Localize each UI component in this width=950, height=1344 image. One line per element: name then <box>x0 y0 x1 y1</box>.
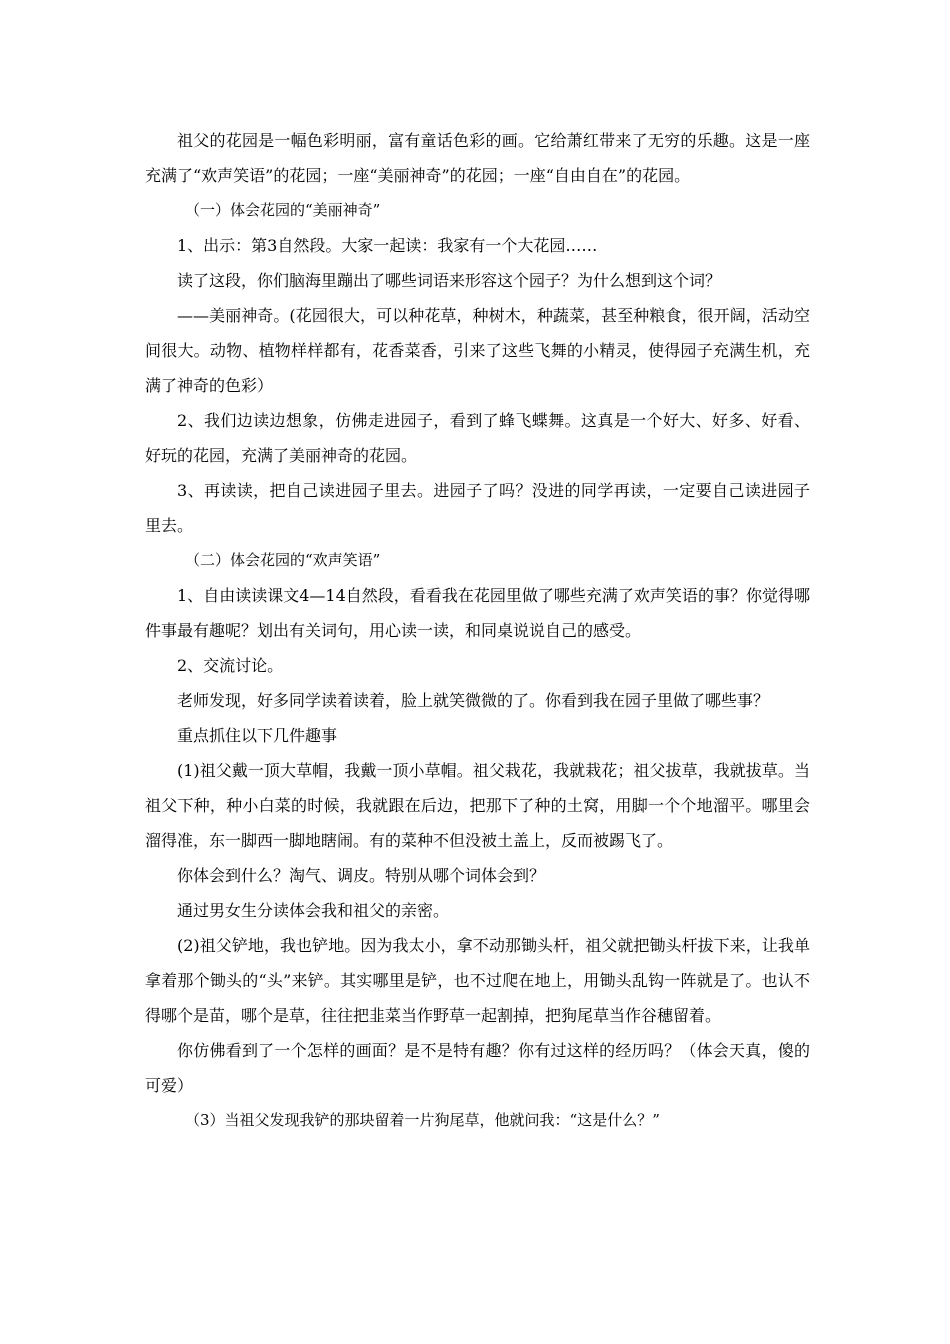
paragraph: 你体会到什么？淘气、调皮。特别从哪个词体会到？ <box>177 866 546 885</box>
paragraph: (1)祖父戴一顶大草帽，我戴一顶小草帽。祖父栽花，我就栽花；祖父拔草，我就拔草。当祖父下种，种小白菜的时候，我就跟在后边，把那下了种的土窝，用脚一个个地溜平。哪里会溜得准，东一脚西一脚地瞎闹。有的菜种不但没被土盖上，反而被踢飞了。 <box>145 761 810 850</box>
paragraph: 2、交流讨论。 <box>177 656 284 675</box>
paragraph: 1、自由读读课文4—14自然段，看看我在花园里做了哪些充满了欢声笑语的事？你觉得哪件事最有趣呢？划出有关词句，用心读一读，和同桌说说自己的感受。 <box>145 586 810 640</box>
paragraph: 你仿佛看到了一个怎样的画面？是不是特有趣？你有过这样的经历吗？（体会天真，傻的可爱） <box>145 1041 810 1095</box>
section-heading-2: （二）体会花园的“欢声笑语” <box>185 551 381 569</box>
paragraph: (2)祖父铲地，我也铲地。因为我太小，拿不动那锄头杆，祖父就把锄头杆拔下来，让我单拿着那个锄头的“头”来铲。其实哪里是铲，也不过爬在地上，用锄头乱钩一阵就是了。也认不得哪个是苗，哪个是草，往往把韭菜当作野草一起割掉，把狗尾草当作谷穗留着。 <box>145 936 810 1025</box>
paragraph: 2、我们边读边想象，仿佛走进园子，看到了蜂飞蝶舞。这真是一个好大、好多、好看、好玩的花园，充满了美丽神奇的花园。 <box>145 411 810 465</box>
section-heading-1: （一）体会花园的“美丽神奇” <box>185 201 381 219</box>
paragraph: 1、出示：第3自然段。大家一起读：我家有一个大花园…… <box>177 236 598 255</box>
paragraph: 3、再读读，把自己读进园子里去。进园子了吗？没进的同学再读，一定要自己读进园子里去。 <box>145 481 810 535</box>
paragraph: 通过男女生分读体会我和祖父的亲密。 <box>177 901 450 920</box>
paragraph: 老师发现，好多同学读着读着，脸上就笑微微的了。你看到我在园子里做了哪些事？ <box>177 691 770 710</box>
document-body <box>145 123 810 1138</box>
paragraph: 重点抓住以下几件趣事 <box>177 726 338 745</box>
paragraph: 读了这段，你们脑海里蹦出了哪些词语来形容这个园子？为什么想到这个词？ <box>177 271 722 290</box>
paragraph-intro: 祖父的花园是一幅色彩明丽，富有童话色彩的画。它给萧红带来了无穷的乐趣。这是一座充满了“欢声笑语”的花园；一座“美丽神奇”的花园；一座“自由自在”的花园。 <box>145 131 810 185</box>
paragraph-item-3: （3）当祖父发现我铲的那块留着一片狗尾草，他就问我：“这是什么？” <box>185 1111 660 1129</box>
paragraph: ——美丽神奇。(花园很大，可以种花草，种树木，种蔬菜，甚至种粮食，很开阔，活动空间很大。动物、植物样样都有，花香菜香，引来了这些飞舞的小精灵，使得园子充满生机，充满了神奇的色彩） <box>145 306 810 395</box>
